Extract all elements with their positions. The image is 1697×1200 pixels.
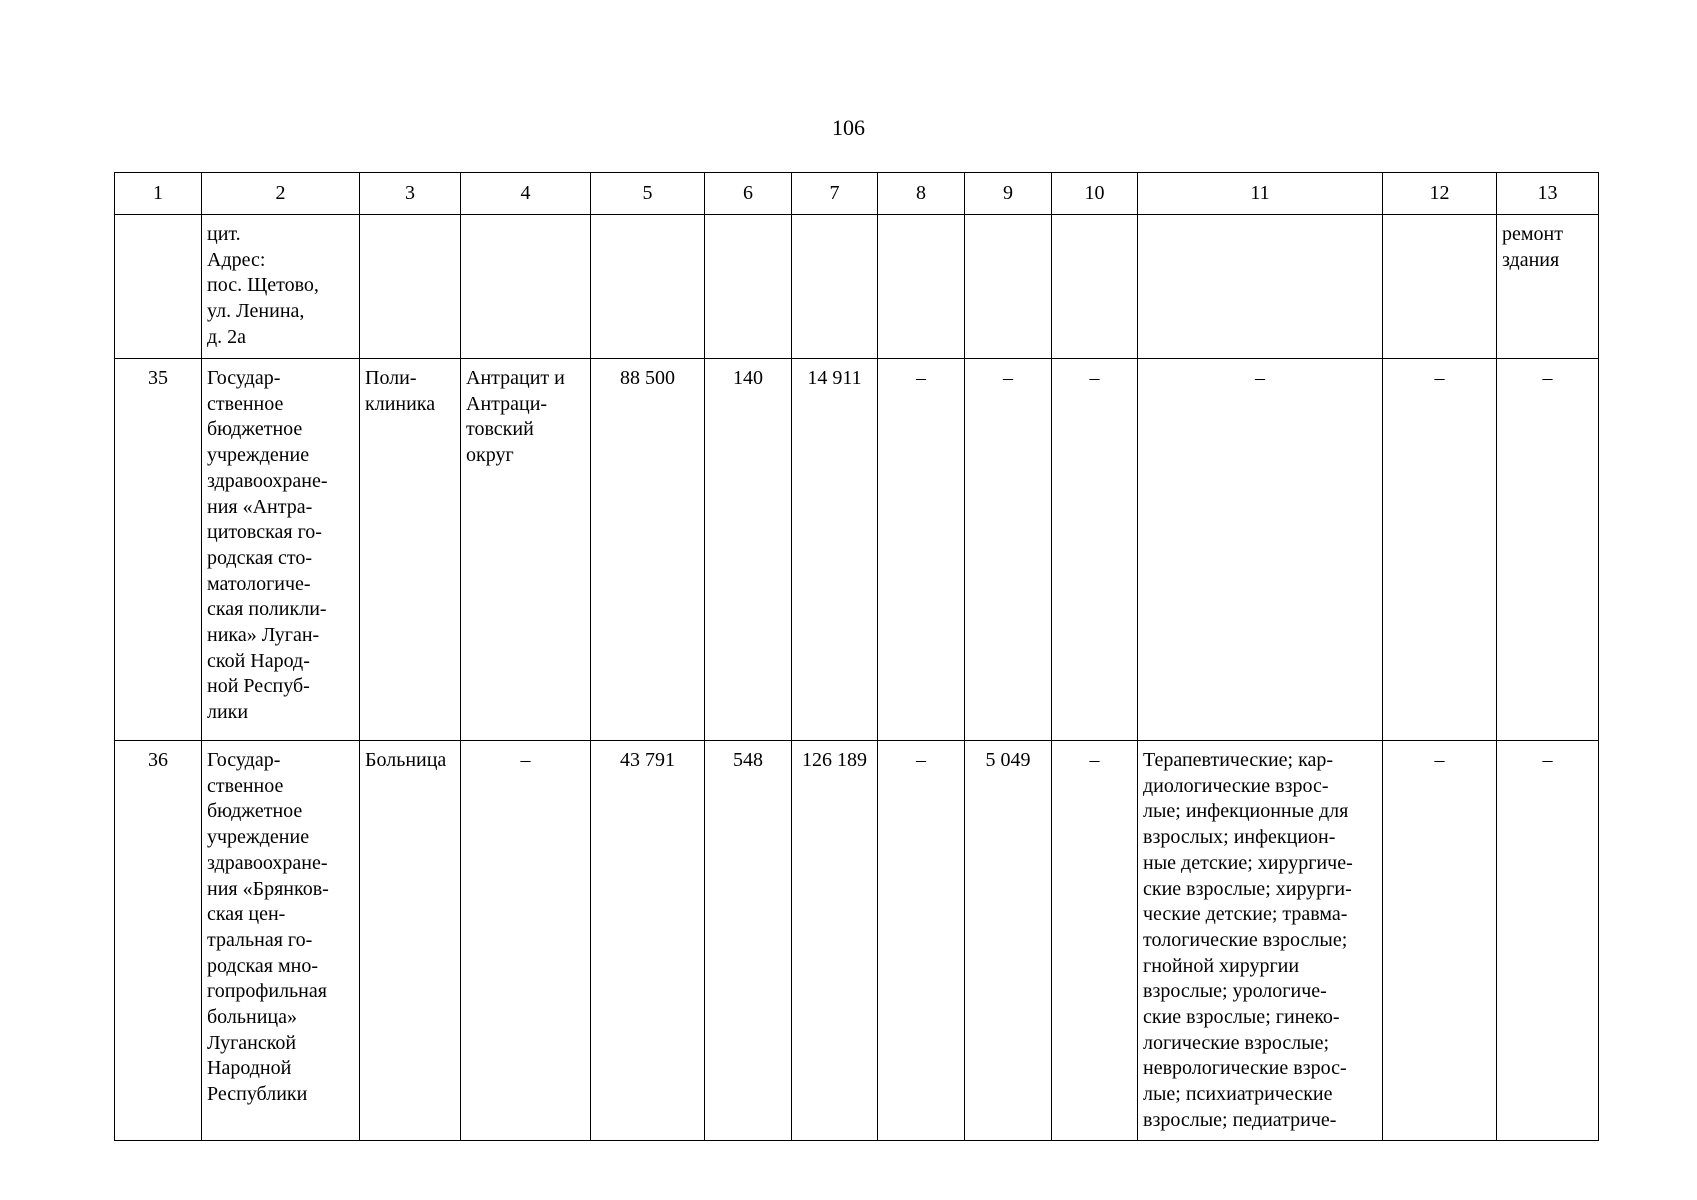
table-cell	[461, 215, 591, 359]
table-cell: 5 049	[965, 741, 1052, 1141]
table-cell	[792, 215, 878, 359]
table-cell: –	[1383, 741, 1497, 1141]
column-header: 9	[965, 173, 1052, 215]
column-header: 8	[878, 173, 965, 215]
table-cell: 88 500	[591, 359, 705, 741]
table-cell	[115, 215, 202, 359]
table-cell: 126 189	[792, 741, 878, 1141]
table-cell-note: ремонт здания	[1497, 215, 1599, 359]
column-header: 13	[1497, 173, 1599, 215]
table-cell: 548	[705, 741, 792, 1141]
table-cell	[591, 215, 705, 359]
table-cell: 14 911	[792, 359, 878, 741]
table-cell	[1052, 215, 1138, 359]
column-header: 2	[202, 173, 360, 215]
table-cell: 140	[705, 359, 792, 741]
table-cell: –	[1052, 359, 1138, 741]
page-number: 106	[832, 115, 865, 140]
column-header: 7	[792, 173, 878, 215]
table-cell	[360, 215, 461, 359]
table-cell-type: Больница	[360, 741, 461, 1141]
table-cell-profiles: Терапевтические; кар- диологические взрос- лые; инфекционные для взрослых; инфекцион- ные детские; хирургиче- ские взрослые; хирурги- ческие детские; травма- тологические взрослые; гнойной хирургии взрослые; урологиче- ские взрослые; гинеко- логические взрослые; неврологические взрос- лые; психиатрические взрослые; педиатриче-	[1138, 741, 1383, 1141]
table-cell-type: Поли- клиника	[360, 359, 461, 741]
table-cell: –	[1497, 359, 1599, 741]
table-cell	[965, 215, 1052, 359]
table-cell	[1138, 215, 1383, 359]
header-row	[115, 173, 1599, 215]
table-row	[115, 359, 1599, 741]
table-cell: –	[878, 359, 965, 741]
table-cell: 43 791	[591, 741, 705, 1141]
column-header: 5	[591, 173, 705, 215]
table-cell: –	[965, 359, 1052, 741]
table-cell: –	[1052, 741, 1138, 1141]
table-cell	[878, 215, 965, 359]
table-cell: –	[1497, 741, 1599, 1141]
table-cell-name: Государ- ственное бюджетное учреждение здравоохране- ния «Антра- цитовская го- родская сто- матологиче- ская поликли- ника» Луган- ской Народ- ной Респуб- лики	[202, 359, 360, 741]
table-cell: –	[1383, 359, 1497, 741]
table-cell-location: –	[461, 741, 591, 1141]
table-cell-name: Государ- ственное бюджетное учреждение здравоохране- ния «Брянков- ская цен- тральная го- родская мно- гопрофильная больница» Луганской Народной Республики	[202, 741, 360, 1141]
column-header: 6	[705, 173, 792, 215]
table-cell: –	[1138, 359, 1383, 741]
table-cell-location: Антрацит и Антраци- товский округ	[461, 359, 591, 741]
column-header: 1	[115, 173, 202, 215]
table-cell	[705, 215, 792, 359]
table-cell	[1383, 215, 1497, 359]
column-header: 4	[461, 173, 591, 215]
table-row-continuation	[115, 215, 1599, 359]
column-header: 11	[1138, 173, 1383, 215]
data-table	[114, 172, 1599, 1141]
column-header: 10	[1052, 173, 1138, 215]
table-cell: –	[878, 741, 965, 1141]
table-cell-index: 36	[115, 741, 202, 1141]
column-header: 12	[1383, 173, 1497, 215]
table-cell-name: цит. Адрес: пос. Щетово, ул. Ленина, д. 2а	[202, 215, 360, 359]
table-cell-index: 35	[115, 359, 202, 741]
column-header: 3	[360, 173, 461, 215]
table-row	[115, 741, 1599, 1141]
